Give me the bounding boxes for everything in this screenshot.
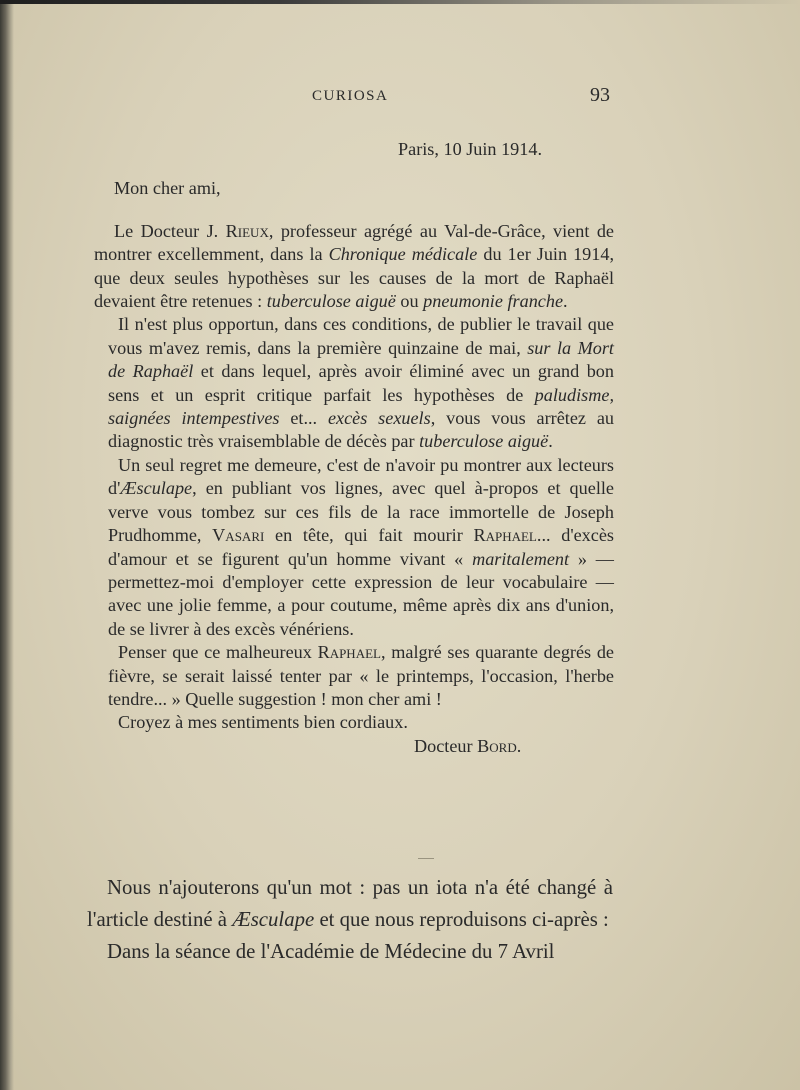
text-run: Docteur — [414, 735, 478, 756]
closing-paragraph-2: Dans la séance de l'Académie de Médecine du 7 Avril — [107, 940, 555, 963]
journal-title: Æsculape — [120, 478, 193, 499]
text-run: ... d'excès d'amour et se figurent qu'un homme vivant « — [108, 525, 614, 569]
text-run: . — [563, 291, 568, 312]
letter-salutation: Mon cher ami, — [114, 178, 221, 199]
work-title: sur la Mort de Raphaël — [108, 337, 614, 382]
closing-text — [87, 872, 613, 968]
journal-title: Æsculape — [232, 908, 315, 931]
book-binding-edge — [0, 0, 14, 1090]
emphasis-text: paludisme, saignées intempestives — [108, 384, 614, 429]
text-run: et dans lequel, après avoir éliminé avec un grand bon sens et un esprit critique parfait les hypothèses de — [108, 361, 614, 405]
letter-paragraph-1 — [94, 220, 614, 314]
letter-body — [94, 138, 615, 758]
text-run: Penser que ce malheureux — [118, 642, 318, 663]
letter-paragraph-2 — [108, 313, 614, 453]
emphasis-text: pneumonie franche — [423, 291, 564, 312]
text-run: Nous n'ajouterons qu'un mot : pas un iota n'a été changé à l'article destiné à — [87, 876, 613, 931]
text-run: , professeur agrégé au Val-de-Grâce, vient de montrer excellemment, dans la — [94, 220, 614, 265]
text-run: . — [516, 735, 522, 756]
running-title: CURIOSA — [312, 88, 389, 104]
letter-paragraph-3 — [108, 454, 614, 641]
emphasis-text: tuberculose aiguë — [266, 291, 396, 312]
section-divider — [418, 858, 434, 859]
person-name: Raphael — [473, 525, 537, 546]
author-name: Rieux — [225, 220, 269, 241]
text-run: Il n'est plus opportun, dans ces conditions, de publier le travail que vous m'avez remis, dans la première quinzaine de mai, — [108, 314, 614, 358]
closing-paragraph-1 — [87, 872, 613, 936]
page-number: 93 — [590, 84, 610, 106]
page-top-edge — [0, 0, 800, 4]
text-run: . — [548, 431, 553, 452]
text-run: , vous vous arrêtez au diagnostic très vraisemblable de décès par — [108, 408, 614, 452]
person-name: Raphael — [317, 642, 381, 663]
text-run: , malgré ses quarante degrés de fièvre, se serait laissé tenter par « le printemps, l'occasion, l'herbe tendre... » Quelle suggestion ! mon cher ami ! — [108, 642, 615, 709]
text-run: Un seul regret me demeure, c'est de n'avoir pu montrer aux lecteurs d' — [108, 454, 614, 499]
emphasis-text: tuberculose aiguë — [419, 431, 549, 452]
text-run: » — permettez-moi d'employer cette expression de leur vocabulaire — avec une jolie femme, a pour coutume, même après dix ans d'union, de se livrer à des excès vénériens. — [108, 548, 614, 639]
person-name: Vasari — [212, 525, 265, 546]
letter-closing: Croyez à mes sentiments bien cordiaux. — [118, 712, 408, 733]
text-run: Le Docteur J. — [114, 220, 226, 241]
text-run: ou — [395, 291, 424, 312]
emphasis-text: maritalement — [472, 548, 570, 569]
journal-title: Chronique médicale — [328, 244, 478, 265]
letter-signature — [108, 735, 614, 758]
letter-paragraph-4 — [108, 641, 614, 711]
text-run: et... — [279, 408, 328, 429]
text-run: en tête, qui fait mourir — [264, 525, 474, 546]
text-run: , en publiant vos lignes, avec quel à-propos et quelle verve vous tombez sur ces fils de la race immortelle de Joseph Prudhomme, — [108, 478, 614, 546]
text-run: du 1er Juin 1914, que deux seules hypothèses sur les causes de la mort de Raphaël devaient être retenues : — [94, 244, 614, 312]
letter-dateline: Paris, 10 Juin 1914. — [398, 139, 542, 159]
signatory-name: Bord — [477, 735, 517, 756]
text-run: et que nous reproduisons ci-après : — [314, 908, 609, 931]
emphasis-text: excès sexuels — [327, 408, 431, 429]
